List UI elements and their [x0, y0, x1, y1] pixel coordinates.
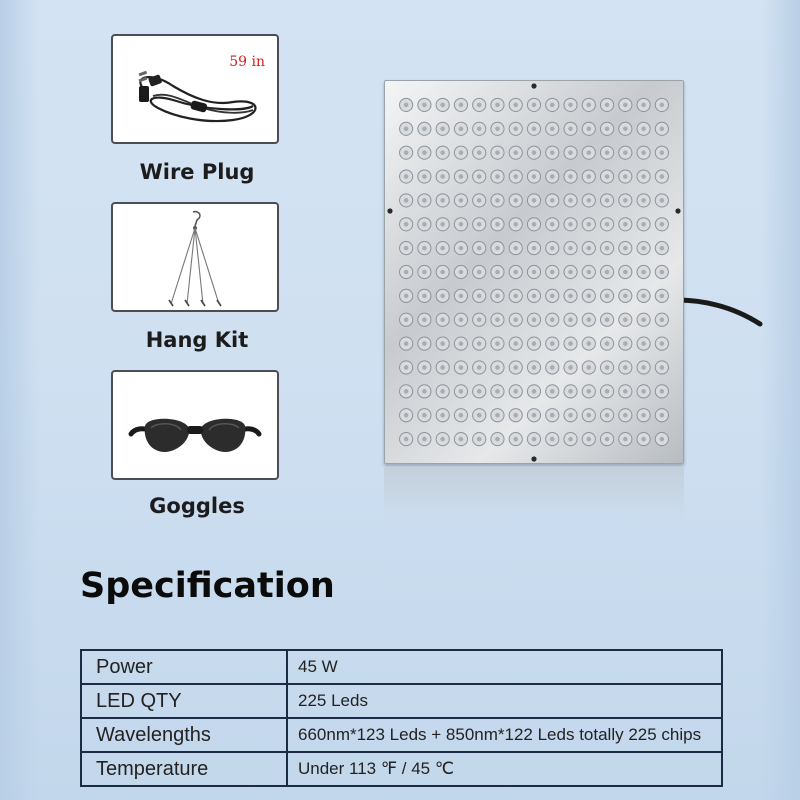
led-chip-core: [605, 413, 610, 418]
wire-plug-icon: [113, 36, 277, 142]
spec-table: [80, 649, 723, 787]
led-chip-core: [422, 150, 427, 155]
led-chip-core: [641, 341, 646, 346]
led-chip-core: [404, 103, 409, 108]
led-chip-core: [641, 174, 646, 179]
led-chip-core: [513, 174, 518, 179]
led-chip-core: [660, 317, 665, 322]
led-chip-core: [459, 317, 464, 322]
led-chip-core: [477, 365, 482, 370]
led-chip-core: [440, 150, 445, 155]
led-chip-core: [623, 174, 628, 179]
led-chip-core: [605, 246, 610, 251]
led-chip-core: [422, 126, 427, 131]
led-chip-core: [586, 222, 591, 227]
led-chip-core: [477, 246, 482, 251]
led-chip-core: [660, 413, 665, 418]
led-chip-core: [532, 246, 537, 251]
led-chip-core: [550, 270, 555, 275]
led-chip-core: [641, 222, 646, 227]
led-chip-core: [550, 222, 555, 227]
led-chip-core: [605, 341, 610, 346]
table-row: [81, 650, 722, 684]
led-chip-core: [532, 365, 537, 370]
led-chip-core: [495, 103, 500, 108]
wire-plug-box: [111, 34, 279, 144]
led-chip-core: [404, 365, 409, 370]
led-chip-core: [459, 174, 464, 179]
led-chip-core: [550, 389, 555, 394]
led-chip-core: [477, 174, 482, 179]
led-chip-core: [513, 365, 518, 370]
led-chip-core: [623, 103, 628, 108]
led-chip-core: [568, 389, 573, 394]
led-chip-core: [586, 174, 591, 179]
led-chip-core: [623, 198, 628, 203]
led-chip-core: [532, 150, 537, 155]
led-chip-core: [532, 317, 537, 322]
led-chip-core: [586, 294, 591, 299]
led-chip-core: [422, 294, 427, 299]
led-chip-core: [495, 150, 500, 155]
led-chip-core: [477, 389, 482, 394]
led-chip-core: [440, 341, 445, 346]
led-chip-core: [605, 294, 610, 299]
led-chip-core: [422, 222, 427, 227]
led-chip-core: [623, 413, 628, 418]
led-chip-core: [550, 150, 555, 155]
led-chip-core: [422, 365, 427, 370]
led-chip-core: [660, 294, 665, 299]
led-chip-core: [550, 198, 555, 203]
led-chip-core: [532, 198, 537, 203]
led-chip-core: [605, 174, 610, 179]
led-chip-core: [586, 246, 591, 251]
led-chip-core: [568, 365, 573, 370]
table-row: [81, 752, 722, 786]
background-edge-left: [0, 0, 40, 800]
led-chip-core: [550, 413, 555, 418]
led-chip-core: [459, 150, 464, 155]
led-chip-core: [495, 437, 500, 442]
led-chip-core: [586, 341, 591, 346]
led-chip-core: [641, 198, 646, 203]
led-chip-core: [495, 294, 500, 299]
led-chip-core: [495, 317, 500, 322]
led-chip-core: [459, 246, 464, 251]
led-chip-core: [495, 222, 500, 227]
led-chip-core: [440, 222, 445, 227]
led-chip-core: [459, 294, 464, 299]
led-chip-core: [532, 341, 537, 346]
spec-value: 45 W: [287, 650, 722, 684]
led-chip-core: [440, 413, 445, 418]
goggles-box: [111, 370, 279, 480]
led-chip-core: [641, 150, 646, 155]
led-chip-core: [550, 365, 555, 370]
spec-value: 660nm*123 Leds + 850nm*122 Leds totally 225 chips: [287, 718, 722, 752]
led-chip-core: [513, 222, 518, 227]
led-chip-core: [477, 222, 482, 227]
led-chip-core: [495, 174, 500, 179]
led-chip-core: [568, 246, 573, 251]
led-chip-core: [586, 126, 591, 131]
led-chip-core: [459, 126, 464, 131]
led-chip-core: [568, 270, 573, 275]
led-chip-core: [532, 103, 537, 108]
wire-plug-label: Wire Plug: [139, 160, 255, 184]
led-chip-core: [586, 150, 591, 155]
led-chip-core: [623, 437, 628, 442]
led-chip-core: [586, 389, 591, 394]
led-chip-core: [532, 174, 537, 179]
led-chip-core: [532, 437, 537, 442]
led-chip-core: [568, 222, 573, 227]
led-chip-core: [586, 413, 591, 418]
led-chip-core: [586, 365, 591, 370]
led-chip-core: [440, 437, 445, 442]
led-chip-core: [459, 365, 464, 370]
led-chip-core: [605, 126, 610, 131]
led-chip-core: [641, 317, 646, 322]
led-chip-core: [459, 198, 464, 203]
led-chip-core: [586, 198, 591, 203]
panel-screw: [675, 208, 680, 213]
cable-length-label: 59 in: [229, 54, 265, 70]
led-chip-core: [495, 365, 500, 370]
led-chip-core: [641, 294, 646, 299]
led-chip-core: [422, 174, 427, 179]
led-chip-core: [623, 317, 628, 322]
led-chip-core: [660, 270, 665, 275]
led-chip-core: [568, 341, 573, 346]
led-chip-core: [440, 317, 445, 322]
led-chip-core: [641, 413, 646, 418]
led-chip-core: [440, 365, 445, 370]
led-chip-core: [568, 437, 573, 442]
led-chip-core: [513, 341, 518, 346]
led-chip-core: [550, 174, 555, 179]
hang-kit-label: Hang Kit: [145, 328, 249, 352]
led-chip-core: [459, 413, 464, 418]
led-chip-core: [605, 150, 610, 155]
led-chip-core: [513, 294, 518, 299]
led-chip-core: [404, 389, 409, 394]
led-chip-core: [477, 198, 482, 203]
led-chip-core: [660, 389, 665, 394]
led-chip-core: [568, 317, 573, 322]
led-chip-core: [477, 270, 482, 275]
led-chip-core: [477, 126, 482, 131]
led-chip-core: [550, 341, 555, 346]
led-chip-core: [404, 246, 409, 251]
led-chip-core: [660, 126, 665, 131]
led-chip-core: [623, 365, 628, 370]
spec-value: 225 Leds: [287, 684, 722, 718]
led-chip-core: [477, 341, 482, 346]
led-chip-core: [477, 437, 482, 442]
led-chip-core: [532, 126, 537, 131]
led-chip-core: [495, 126, 500, 131]
led-chip-core: [623, 246, 628, 251]
led-panel-product: [372, 74, 694, 474]
led-chip-core: [660, 365, 665, 370]
led-chip-core: [550, 103, 555, 108]
led-chip-core: [605, 103, 610, 108]
led-chip-core: [422, 198, 427, 203]
led-chip-core: [422, 437, 427, 442]
led-chip-core: [550, 126, 555, 131]
led-chip-core: [513, 317, 518, 322]
spec-key: Temperature: [81, 752, 287, 786]
led-chip-core: [605, 222, 610, 227]
led-chip-core: [477, 413, 482, 418]
led-chip-core: [404, 198, 409, 203]
led-chip-core: [513, 389, 518, 394]
led-chip-core: [660, 341, 665, 346]
led-chip-core: [532, 270, 537, 275]
panel-screw: [531, 83, 536, 88]
background-edge-right: [760, 0, 800, 800]
led-chip-core: [513, 413, 518, 418]
led-chip-core: [532, 294, 537, 299]
led-chip-core: [495, 341, 500, 346]
led-chip-core: [568, 174, 573, 179]
led-chip-core: [513, 270, 518, 275]
led-chip-core: [459, 341, 464, 346]
hang-kit-box: [111, 202, 279, 312]
led-chip-core: [660, 150, 665, 155]
led-chip-core: [495, 389, 500, 394]
led-chip-core: [532, 389, 537, 394]
led-chip-core: [532, 222, 537, 227]
led-chip-core: [477, 103, 482, 108]
led-chip-core: [440, 389, 445, 394]
led-chip-core: [568, 103, 573, 108]
led-chip-core: [422, 246, 427, 251]
panel-screw: [387, 208, 392, 213]
led-chip-core: [495, 270, 500, 275]
led-chip-core: [404, 174, 409, 179]
table-row: [81, 684, 722, 718]
goggles-label: Goggles: [149, 494, 245, 518]
led-chip-core: [422, 270, 427, 275]
led-chip-core: [513, 246, 518, 251]
led-chip-core: [586, 437, 591, 442]
led-chip-core: [459, 389, 464, 394]
led-chip-core: [440, 198, 445, 203]
led-chip-core: [660, 103, 665, 108]
led-chip-core: [440, 270, 445, 275]
led-chip-core: [550, 317, 555, 322]
led-chip-core: [513, 437, 518, 442]
spec-key: LED QTY: [81, 684, 287, 718]
spec-value: Under 113 ℉ / 45 ℃: [287, 752, 722, 786]
led-chip-core: [422, 103, 427, 108]
led-chip-core: [422, 389, 427, 394]
led-chip-core: [641, 389, 646, 394]
led-chip-core: [641, 437, 646, 442]
led-chip-core: [586, 317, 591, 322]
led-chip-core: [568, 294, 573, 299]
led-chip-core: [586, 270, 591, 275]
led-chip-core: [532, 413, 537, 418]
led-chip-core: [623, 389, 628, 394]
led-chip-core: [404, 317, 409, 322]
spec-key: Power: [81, 650, 287, 684]
led-chip-core: [477, 317, 482, 322]
led-chip-core: [404, 270, 409, 275]
led-chip-core: [623, 270, 628, 275]
led-chip-core: [605, 270, 610, 275]
led-chip-core: [660, 174, 665, 179]
led-chip-core: [641, 365, 646, 370]
led-panel-icon: [384, 80, 684, 464]
led-chip-core: [550, 294, 555, 299]
led-chip-core: [495, 413, 500, 418]
led-chip-core: [404, 341, 409, 346]
led-chip-core: [605, 317, 610, 322]
led-chip-core: [422, 413, 427, 418]
led-chip-core: [404, 413, 409, 418]
led-chip-core: [440, 294, 445, 299]
led-chip-core: [404, 222, 409, 227]
led-chip-core: [477, 294, 482, 299]
led-chip-core: [513, 150, 518, 155]
led-chip-core: [641, 270, 646, 275]
led-chip-core: [459, 103, 464, 108]
led-chip-core: [660, 437, 665, 442]
led-chip-core: [440, 174, 445, 179]
led-chip-core: [459, 222, 464, 227]
led-chip-core: [495, 198, 500, 203]
panel-reflection: [384, 468, 684, 518]
led-chip-core: [440, 103, 445, 108]
led-chip-core: [605, 389, 610, 394]
goggles-icon: [113, 372, 277, 478]
led-chip-core: [422, 317, 427, 322]
led-chip-core: [605, 198, 610, 203]
led-chip-core: [568, 150, 573, 155]
led-chip-core: [495, 246, 500, 251]
led-chip-core: [568, 198, 573, 203]
led-chip-core: [660, 222, 665, 227]
led-chip-core: [513, 126, 518, 131]
led-chip-core: [623, 294, 628, 299]
led-chip-core: [550, 246, 555, 251]
led-chip-core: [660, 246, 665, 251]
led-chip-core: [568, 126, 573, 131]
led-chip-core: [404, 437, 409, 442]
led-chip-core: [623, 150, 628, 155]
led-chip-core: [568, 413, 573, 418]
spec-key: Wavelengths: [81, 718, 287, 752]
panel-screw: [531, 456, 536, 461]
led-chip-core: [641, 103, 646, 108]
spec-title: Specification: [80, 566, 335, 606]
led-chip-core: [477, 150, 482, 155]
led-chip-core: [641, 126, 646, 131]
led-chip-core: [605, 365, 610, 370]
led-chip-core: [404, 150, 409, 155]
led-chip-core: [459, 270, 464, 275]
hang-kit-icon: [113, 204, 277, 310]
led-chip-core: [404, 126, 409, 131]
led-chip-core: [513, 103, 518, 108]
led-chip-core: [660, 198, 665, 203]
led-grid: [385, 81, 683, 463]
led-chip-core: [623, 341, 628, 346]
led-chip-core: [623, 126, 628, 131]
led-chip-core: [513, 198, 518, 203]
led-chip-core: [440, 246, 445, 251]
led-chip-core: [641, 246, 646, 251]
led-chip-core: [605, 437, 610, 442]
led-chip-core: [422, 341, 427, 346]
led-chip-core: [550, 437, 555, 442]
led-chip-core: [623, 222, 628, 227]
led-chip-core: [440, 126, 445, 131]
led-chip-core: [404, 294, 409, 299]
led-chip-core: [586, 103, 591, 108]
table-row: [81, 718, 722, 752]
led-chip-core: [459, 437, 464, 442]
